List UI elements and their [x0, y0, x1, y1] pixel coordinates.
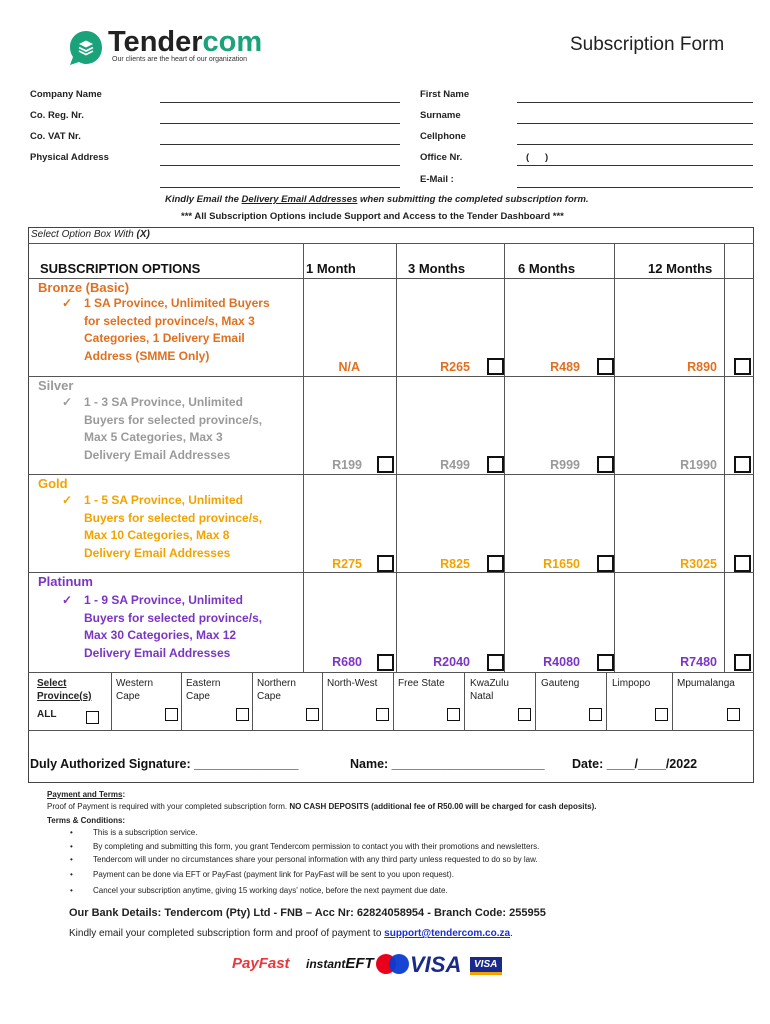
name-field[interactable]: Name: ______________________ — [350, 757, 545, 771]
logo-text-part2: com — [202, 26, 263, 58]
checkbox-gold-12m[interactable] — [734, 555, 751, 572]
physical-address-field[interactable] — [160, 165, 400, 166]
feature-line: Buyers for selected province/s, — [84, 510, 263, 525]
feature-line: for selected province/s, Max 3 — [84, 313, 255, 328]
province-kwazulu-natal — [470, 677, 509, 703]
company-name-field[interactable] — [160, 102, 400, 103]
terms-bullet: Tendercom will under no circumstances share your personal information with any third party unless requested to do so by law. — [93, 855, 538, 864]
price-platinum-1m: R680 — [332, 655, 362, 669]
province-free-state — [398, 677, 445, 690]
payment-terms-title: Payment and Terms — [47, 790, 123, 799]
tier-silver-features — [84, 394, 294, 464]
checkbox-north-west[interactable] — [376, 708, 389, 721]
payfast-logo — [232, 955, 290, 972]
province-gauteng — [541, 677, 579, 690]
province-line: Western — [116, 678, 154, 689]
select-hint-text: Select Option Box With — [31, 229, 137, 240]
checkbox-silver-6m[interactable] — [597, 456, 614, 473]
logo-tagline: Our clients are the heart of our organization — [112, 56, 248, 63]
tier-platinum-name: Platinum — [38, 574, 93, 589]
price-platinum-3m: R2040 — [433, 655, 470, 669]
tier-platinum-check: ✓ — [62, 593, 73, 607]
bullet-dot: • — [70, 886, 73, 895]
checkbox-silver-1m[interactable] — [377, 456, 394, 473]
header-options: SUBSCRIPTION OPTIONS — [40, 261, 201, 276]
terms-bullet: Payment can be done via EFT or PayFast (payment link for PayFast will be sent to you upon request). — [93, 870, 454, 879]
surname-field[interactable] — [517, 123, 753, 124]
feature-line: Delivery Email Addresses — [84, 645, 231, 660]
page-title: Subscription Form — [570, 34, 725, 55]
company-name-label: Company Name — [30, 89, 102, 100]
first-name-label: First Name — [420, 89, 470, 100]
price-gold-1m: R275 — [332, 557, 362, 571]
bank-details: Our Bank Details: Tendercom (Pty) Ltd - FNB – Acc Nr: 62824058954 - Branch Code: 255955 — [69, 907, 546, 919]
checkbox-eastern-cape[interactable] — [236, 708, 249, 721]
support-email-link[interactable]: support@tendercom.co.za — [384, 928, 511, 939]
checkbox-silver-12m[interactable] — [734, 456, 751, 473]
visa-card-logo — [470, 957, 502, 975]
payfast-text: PayFast — [232, 955, 290, 972]
checkbox-gold-1m[interactable] — [377, 555, 394, 572]
bullet-dot: • — [70, 870, 73, 879]
vat-nr-field[interactable] — [160, 144, 400, 145]
province-line: KwaZulu — [470, 678, 509, 689]
proof-pre: Proof of Payment is required with your completed subscription form. — [47, 802, 290, 811]
province-line: Cape — [186, 691, 210, 702]
feature-line: Delivery Email Addresses — [84, 447, 231, 462]
reg-nr-label: Co. Reg. Nr. — [30, 110, 84, 121]
checkbox-free-state[interactable] — [447, 708, 460, 721]
feature-line: Categories, 1 Delivery Email — [84, 331, 245, 346]
checkbox-mpumalanga[interactable] — [727, 708, 740, 721]
select-label-1: Select — [37, 678, 67, 689]
checkbox-silver-3m[interactable] — [487, 456, 504, 473]
price-silver-1m: R199 — [332, 458, 362, 472]
cellphone-field[interactable] — [517, 144, 753, 145]
select-label-2: Province(s) — [37, 691, 92, 702]
note-link: Delivery Email Addresses — [241, 194, 358, 205]
tier-silver-check: ✓ — [62, 395, 73, 409]
bullet-dot: • — [70, 842, 73, 851]
checkbox-western-cape[interactable] — [165, 708, 178, 721]
price-silver-6m: R999 — [550, 458, 580, 472]
feature-line: Address (SMME Only) — [84, 348, 210, 363]
province-line: North-West — [327, 678, 378, 689]
price-bronze-6m: R489 — [550, 360, 580, 374]
header-6-months: 6 Months — [518, 261, 576, 276]
checkbox-platinum-3m[interactable] — [487, 654, 504, 671]
terms-conditions-heading: Terms & Conditions: — [47, 816, 126, 825]
feature-line: 1 - 3 SA Province, Unlimited — [84, 395, 243, 409]
price-gold-3m: R825 — [440, 557, 470, 571]
province-western-cape — [116, 677, 153, 703]
email-instruction — [69, 928, 513, 939]
date-field[interactable]: Date: ____/____/2022 — [572, 757, 698, 771]
terms-bullet: Cancel your subscription anytime, giving 15 working days' notice, before the next payment due date. — [93, 886, 448, 895]
province-line: Gauteng — [541, 678, 580, 689]
proof-of-payment-text — [47, 802, 597, 811]
price-bronze-3m: R265 — [440, 360, 470, 374]
checkbox-gold-3m[interactable] — [487, 555, 504, 572]
checkbox-gauteng[interactable] — [589, 708, 602, 721]
email-pre: Kindly email your completed subscription form and proof of payment to — [69, 928, 385, 939]
province-line: Cape — [257, 691, 281, 702]
select-hint-mark: (X) — [136, 229, 150, 240]
feature-line: 1 - 9 SA Province, Unlimited — [84, 593, 243, 607]
checkbox-all-provinces[interactable] — [86, 711, 99, 724]
surname-label: Surname — [420, 110, 461, 121]
office-nr-field[interactable] — [517, 165, 753, 166]
province-eastern-cape — [186, 677, 220, 703]
checkbox-bronze-6m[interactable] — [597, 358, 614, 375]
province-line: Cape — [116, 691, 140, 702]
select-hint — [31, 229, 150, 240]
reg-nr-field[interactable] — [160, 123, 400, 124]
instant-eft-logo — [306, 955, 374, 973]
bullet-dot: • — [70, 828, 73, 837]
mastercard-icon — [376, 954, 410, 974]
price-bronze-1m: N/A — [338, 360, 360, 374]
physical-address-label: Physical Address — [30, 152, 109, 163]
physical-address-field-2[interactable] — [160, 187, 400, 188]
province-mpumalanga — [677, 677, 735, 690]
proof-bold: NO CASH DEPOSITS (additional fee of R50.00 will be charged for cash deposits). — [289, 802, 597, 811]
terms-bullet: By completing and submitting this form, you grant Tendercom permission to contact you with their promotions and newsletters. — [93, 842, 540, 851]
province-north-west — [327, 677, 377, 690]
cellphone-label: Cellphone — [420, 131, 466, 142]
province-line: Mpumalanga — [677, 678, 735, 689]
terms-bullet: This is a subscription service. — [93, 828, 198, 837]
price-gold-12m: R3025 — [680, 557, 717, 571]
header-12-months: 12 Months — [648, 261, 713, 276]
instant-text: instant — [306, 957, 346, 971]
province-line: Eastern — [186, 678, 221, 689]
price-platinum-6m: R4080 — [543, 655, 580, 669]
delivery-email-note — [165, 194, 589, 205]
first-name-field[interactable] — [517, 102, 753, 103]
province-limpopo — [612, 677, 650, 690]
signature-field[interactable]: Duly Authorized Signature: _______________ — [30, 757, 299, 771]
email-label: E-Mail : — [420, 174, 454, 185]
checkbox-platinum-6m[interactable] — [597, 654, 614, 671]
header-1-month: 1 Month — [306, 261, 356, 276]
visa-logo: VISA — [410, 952, 462, 977]
price-gold-6m: R1650 — [543, 557, 580, 571]
payment-terms-heading — [47, 790, 125, 799]
checkbox-platinum-1m[interactable] — [377, 654, 394, 671]
support-note: *** All Subscription Options include Support and Access to the Tender Dashboard *** — [181, 211, 564, 222]
feature-line: Delivery Email Addresses — [84, 545, 231, 560]
tier-gold-check: ✓ — [62, 493, 73, 507]
province-line: Northern — [257, 678, 296, 689]
note-post: when submitting the completed subscription form. — [357, 194, 589, 205]
feature-line: 1 - 5 SA Province, Unlimited — [84, 493, 243, 507]
price-bronze-12m: R890 — [687, 360, 717, 374]
price-silver-3m: R499 — [440, 458, 470, 472]
tier-platinum-features — [84, 592, 294, 662]
province-northern-cape — [257, 677, 296, 703]
feature-line: Max 30 Categories, Max 12 — [84, 628, 237, 643]
logo — [68, 28, 268, 66]
office-nr-label: Office Nr. — [420, 152, 463, 163]
office-nr-area-code: ( ) — [526, 152, 549, 163]
feature-line: 1 SA Province, Unlimited Buyers — [84, 296, 270, 310]
eft-text: EFT — [345, 955, 374, 972]
checkbox-limpopo[interactable] — [655, 708, 668, 721]
tier-gold-name: Gold — [38, 476, 68, 491]
checkbox-northern-cape[interactable] — [306, 708, 319, 721]
province-line: Limpopo — [612, 678, 651, 689]
tier-bronze-check: ✓ — [62, 296, 73, 310]
checkbox-bronze-12m[interactable] — [734, 358, 751, 375]
checkbox-platinum-12m[interactable] — [734, 654, 751, 671]
note-pre: Kindly Email the — [165, 194, 242, 205]
feature-line: Max 10 Categories, Max 8 — [84, 528, 230, 543]
vat-nr-label: Co. VAT Nr. — [30, 131, 81, 142]
tier-bronze-name: Bronze (Basic) — [38, 280, 130, 295]
email-field[interactable] — [517, 187, 753, 188]
logo-text-part1: Tender — [108, 26, 203, 58]
logo-icon — [68, 30, 104, 66]
checkbox-bronze-3m[interactable] — [487, 358, 504, 375]
province-line: Natal — [470, 691, 494, 702]
province-line: Free State — [398, 678, 445, 689]
visa-card-text: VISA — [474, 959, 498, 970]
feature-line: Max 5 Categories, Max 3 — [84, 430, 223, 445]
select-provinces-label — [37, 677, 91, 703]
price-silver-12m: R1990 — [680, 458, 717, 472]
tier-gold-features — [84, 492, 294, 562]
email-post: . — [510, 928, 513, 939]
price-platinum-12m: R7480 — [680, 655, 717, 669]
tier-silver-name: Silver — [38, 378, 74, 393]
checkbox-kwazulu-natal[interactable] — [518, 708, 531, 721]
header-3-months: 3 Months — [408, 261, 466, 276]
feature-line: Buyers for selected province/s, — [84, 610, 263, 625]
bullet-dot: • — [70, 855, 73, 864]
tier-bronze-features — [84, 295, 294, 365]
feature-line: Buyers for selected province/s, — [84, 412, 263, 427]
all-label: ALL — [37, 709, 57, 720]
checkbox-gold-6m[interactable] — [597, 555, 614, 572]
payment-terms-colon: : — [122, 790, 126, 799]
